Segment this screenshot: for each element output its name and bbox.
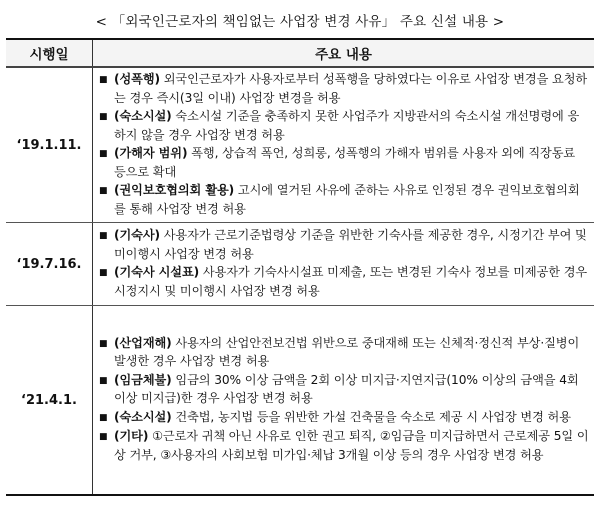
table-row — [6, 67, 594, 223]
list-item: ■ (숙소시설) 건축법, 농지법 등을 위반한 가설 건축물을 숙소로 제공 시 사업장 변경 허용 — [99, 409, 590, 428]
row-content — [93, 67, 595, 223]
square-bullet-icon: ■ — [99, 268, 108, 278]
list-item: ■ (성폭행) 외국인근로자가 사용자로부터 성폭행을 당하였다는 이유로 사업장 변경을 요청하는 경우 즉시(3일 이내) 사업장 변경을 허용 — [99, 72, 588, 105]
table-row — [6, 223, 594, 306]
list-item: ■ (기타) ①근로자 귀책 아닌 사유로 인한 권고 퇴직, ②임금을 미지급하면서 근로제공 5일 이상 거부, ③사용자의 사회보험 미가입·체납 3개월 이상 등의 경우 사업장 변경 허용 — [99, 429, 589, 462]
list-item: ■ (임금체불) 임금의 30% 이상 금액을 2회 이상 미지급·지연지급(10% 이상의 금액을 4회 이상 미지급)한 경우 사업장 변경 허용 — [99, 372, 579, 406]
square-bullet-icon: ■ — [99, 75, 108, 85]
row-content — [93, 306, 595, 496]
square-bullet-icon: ■ — [99, 112, 108, 122]
list-item: ■ (산업재해) 사용자의 산업안전보건법 위반으로 중대재해 또는 신체적·정신적 부상·질병이 발생한 경우 사업장 변경 허용 — [99, 335, 580, 369]
list-item: ■ (기숙사) 사용자가 근로기준법령상 기준을 위반한 기숙사를 제공한 경우, 시정기간 부여 및 미이행시 사업장 변경 허용 — [99, 228, 587, 261]
row-date: ‘21.4.1. — [6, 306, 93, 496]
square-bullet-icon: ■ — [99, 338, 108, 349]
list-item: ■ (숙소시설) 숙소시설 기준을 충족하지 못한 사업주가 지방관서의 숙소시설 개선명령에 응하지 않을 경우 사업장 변경 허용 — [99, 109, 580, 142]
square-bullet-icon: ■ — [99, 412, 108, 423]
row-date: ‘19.1.11. — [6, 67, 93, 223]
square-bullet-icon: ■ — [99, 375, 108, 386]
list-item: ■ (권익보호협의회 활용) 고시에 열거된 사유에 준하는 사유로 인정된 경우 권익보호협의회를 통해 사업장 변경 허용 — [99, 183, 580, 216]
square-bullet-icon: ■ — [99, 432, 108, 443]
table-row — [6, 306, 594, 496]
header-date: 시행일 — [6, 39, 93, 67]
header-row — [6, 39, 594, 67]
list-item: ■ (기숙사 시설표) 사용자가 기숙사시설표 미제출, 또는 변경된 기숙사 정보를 미제공한 경우 시정지시 및 미이행시 사업장 변경 허용 — [99, 265, 588, 298]
row-date: ‘19.7.16. — [6, 223, 93, 306]
policy-table — [6, 38, 594, 496]
square-bullet-icon: ■ — [99, 231, 108, 241]
header-content: 주요 내용 — [93, 39, 595, 67]
square-bullet-icon: ■ — [99, 186, 108, 196]
square-bullet-icon: ■ — [99, 149, 108, 159]
table-title: < 「외국인근로자의 책임없는 사업장 변경 사유」 주요 신설 내용 > — [95, 14, 505, 30]
list-item: ■ (가해자 범위) 폭행, 상습적 폭언, 성희롱, 성폭행의 가해자 범위를 사용자 외에 직장동료 등으로 확대 — [99, 146, 576, 179]
row-content — [93, 223, 595, 306]
